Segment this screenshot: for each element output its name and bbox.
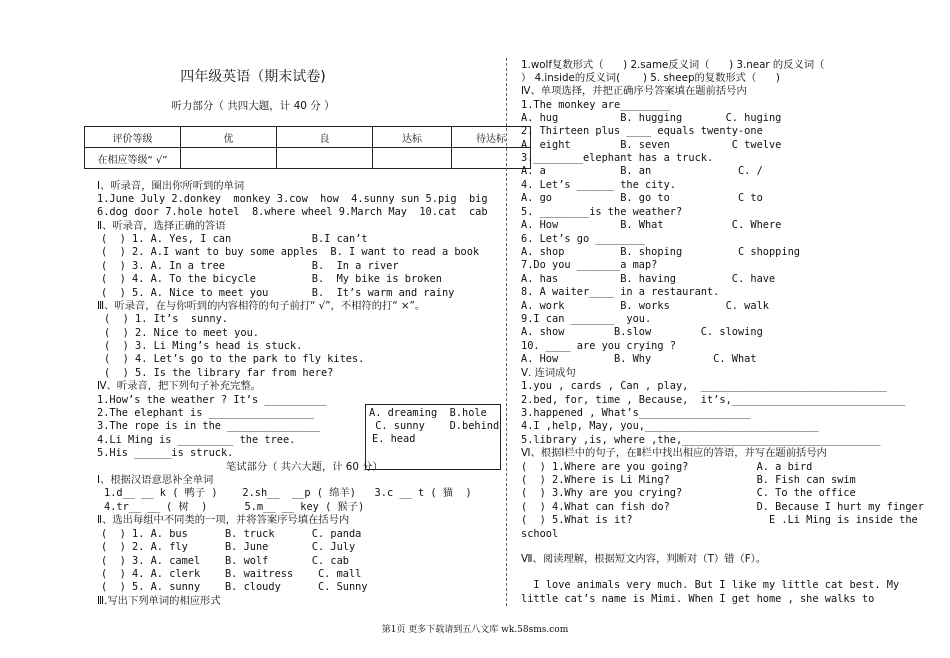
question-line: 3.The rope is in the _______________ [97, 420, 321, 432]
question-line: ( ) 3. A. camel B. wolf C. cab [101, 555, 349, 567]
passage-line: I love animals very much. But I like my little cat best. My [521, 579, 900, 591]
question-line: ( ) 5. A. sunny B. cloudy C. Sunny [101, 581, 368, 593]
section-heading: Ⅱ、选出每组中不同类的一项，并将答案序号填在括号内 [97, 514, 350, 526]
grade-answer-cell[interactable] [277, 148, 373, 169]
options-line: A. a B. an C. / [521, 165, 763, 177]
options-line: A. hug B. hugging C. huging [521, 112, 782, 124]
question-line: 5. ________is the weather? [521, 206, 683, 218]
question-line: ( ) 3.Why are you crying? C. To the office [521, 487, 856, 499]
section-heading: Ⅲ.写出下列单词的相应形式 [97, 595, 221, 607]
passage-line: little cat’s name is Mimi. When I get home , she walks to [521, 593, 875, 605]
listening-heading: 听力部分（ 共四大题，计 40 分 ） [171, 100, 335, 112]
question-line: ( ) 1. It’s sunny. [104, 313, 228, 325]
question-line: ( ) 2. Nice to meet you. [104, 327, 259, 339]
word-bank-line: A. dreaming B.hole [369, 407, 487, 419]
question-line: ( ) 2.Where is Li Ming? B. Fish can swim [521, 474, 856, 486]
section-heading: Ⅵ、根据Ⅰ栏中的句子，在Ⅱ栏中找出相应的答语，并写在题前括号内 [521, 447, 827, 459]
question-line: 4.I ,help, May, you,____________________________ [521, 420, 819, 432]
section-heading: Ⅴ. 连词成句 [521, 367, 576, 379]
question-line: 6. Let’s go ________ [521, 233, 645, 245]
question-line: 1.d__ __ k ( 鸭子 ) 2.sh__ __p ( 绵羊) 3.c __ t ( 猫 ) [104, 487, 472, 499]
options-line: A. How B. Why C. What [521, 353, 757, 365]
options-line: A. has B. having C. have [521, 273, 776, 285]
question-line: 9.I can _______ you. [521, 313, 652, 325]
section-heading: Ⅰ、听录音，圈出你所听到的单词 [97, 180, 245, 192]
grade-header-cell: 优 [181, 127, 277, 148]
question-line: ( ) 4. A. clerk B. waitress C. mall [101, 568, 362, 580]
question-line: ( ) 3. Li Ming’s head is stuck. [104, 340, 303, 352]
options-line: A. go B. go to C to [521, 192, 763, 204]
section-heading: Ⅶ、阅读理解，根据短文内容，判断对（T）错（F）。 [521, 553, 767, 565]
question-line: 4.tr__ __ ( 树 ) 5.m__ __ key ( 猴子) [104, 501, 365, 513]
question-line: ( ) 4. A. To the bicycle B. My bike is broken [101, 273, 442, 285]
word-choice-line: 6.dog door 7.hole hotel 8.where wheel 9.March May 10.cat cab [97, 206, 488, 218]
question-line: 2. Thirteen plus ____ equals twenty-one [521, 125, 763, 137]
section-heading: Ⅳ、单项选择，并把正确序号答案填在题前括号内 [521, 85, 747, 97]
question-line: ( ) 1.Where are you going? A. a bird [521, 461, 813, 473]
section-heading: Ⅱ、听录音，选择正确的答语 [97, 220, 226, 232]
grade-answer-cell[interactable] [452, 148, 531, 169]
question-line: ( ) 5. A. Nice to meet you B. It’s warm and rainy [101, 287, 455, 299]
page-title: 四年级英语（期末试卷) [180, 69, 326, 85]
options-line: A. eight B. seven C twelve [521, 139, 782, 151]
question-line: 4. Let’s ______ the city. [521, 179, 676, 191]
section-heading: Ⅳ、听录音，把下列句子补充完整。 [97, 380, 261, 392]
question-line: ( ) 2. A.I want to buy some apples B. I want to read a book [101, 246, 480, 258]
word-choice-line: 1.June July 2.donkey monkey 3.cow how 4.sunny sun 5.pig big [97, 193, 488, 205]
grade-answer-cell[interactable] [373, 148, 452, 169]
question-line: 3.happened , What’s__________________ [521, 407, 751, 419]
word-bank-box [365, 404, 501, 470]
question-line: ( ) 3. A. In a tree B. In a river [101, 260, 399, 272]
question-line: ( ) 1. A. bus B. truck C. panda [101, 528, 362, 540]
grade-header-cell: 良 [277, 127, 373, 148]
question-line: 4.Li Ming is _________ the tree. [97, 434, 296, 446]
question-line: 1.How’s the weather ? It’s __________ [97, 394, 327, 406]
question-line: 3.________elephant has a truck. [521, 152, 714, 164]
grade-header-cell: 评价等级 [85, 127, 181, 148]
section-heading: Ⅲ、听录音，在与你听到的内容相符的句子前打“ √”，不相符的打“ ×”。 [97, 300, 426, 312]
question-line: 2.bed, for, time , Because, it’s,____________________________ [521, 394, 906, 406]
question-line: ( ) 2. A. fly B. June C. July [101, 541, 356, 553]
grade-answer-row [85, 148, 531, 169]
grade-answer-cell[interactable] [181, 148, 277, 169]
options-line: A. work B. works C. walk [521, 300, 769, 312]
question-line: 1.wolf复数形式（ ) 2.same反义词（ ) 3.near 的反义词（ [521, 59, 825, 71]
grade-header-row [85, 127, 531, 148]
question-line: ( ) 5.What is it? E .Li Ming is inside the [521, 514, 918, 526]
question-line: ( ) 5. Is the library far from here? [104, 367, 334, 379]
grade-row-label: 在相应等级“ √” [85, 148, 181, 169]
question-line: 5.library ,is, where ,the,________________________________ [521, 434, 881, 446]
column-divider [506, 58, 507, 606]
page-footer: 第1页 更多下载请到五八文库 wk.58sms.com [381, 625, 569, 635]
question-line: ( ) 4.What can fish do? D. Because I hurt my finger [521, 501, 924, 513]
options-line: A. show B.slow C. slowing [521, 326, 763, 338]
question-line: ( ) 1. A. Yes, I can B.I can’t [101, 233, 368, 245]
question-line: ( ) 4. Let’s go to the park to fly kites. [104, 353, 365, 365]
question-line: 8. A waiter____ in a restaurant. [521, 286, 720, 298]
question-line: ） 4.inside的反义词( ) 5. sheep的复数形式（ ) [521, 72, 780, 84]
word-bank-line: E. head [372, 433, 416, 445]
question-line: 1.you , cards , Can , play, ______________________________ [521, 380, 887, 392]
writing-heading: 笔试部分（ 共六大题，计 60 分） [226, 461, 383, 473]
question-line: 5.His ______is struck. [97, 447, 234, 459]
grade-table [84, 126, 531, 169]
options-line: A. shop B. shoping C shopping [521, 246, 800, 258]
grade-header-cell: 达标 [373, 127, 452, 148]
question-line: 2.The elephant is _________________ [97, 407, 314, 419]
question-line: 7.Do you _______a map? [521, 259, 658, 271]
question-line: 1.The monkey are________ [521, 99, 670, 111]
question-line: 10. ____ are you crying ? [521, 340, 676, 352]
grade-header-cell: 待达标 [452, 127, 531, 148]
question-line: school [521, 528, 559, 540]
options-line: A. How B. What C. Where [521, 219, 782, 231]
word-bank-line: C. sunny D.behind [369, 420, 500, 432]
section-heading: Ⅰ、根据汉语意思补全单词 [97, 474, 214, 486]
